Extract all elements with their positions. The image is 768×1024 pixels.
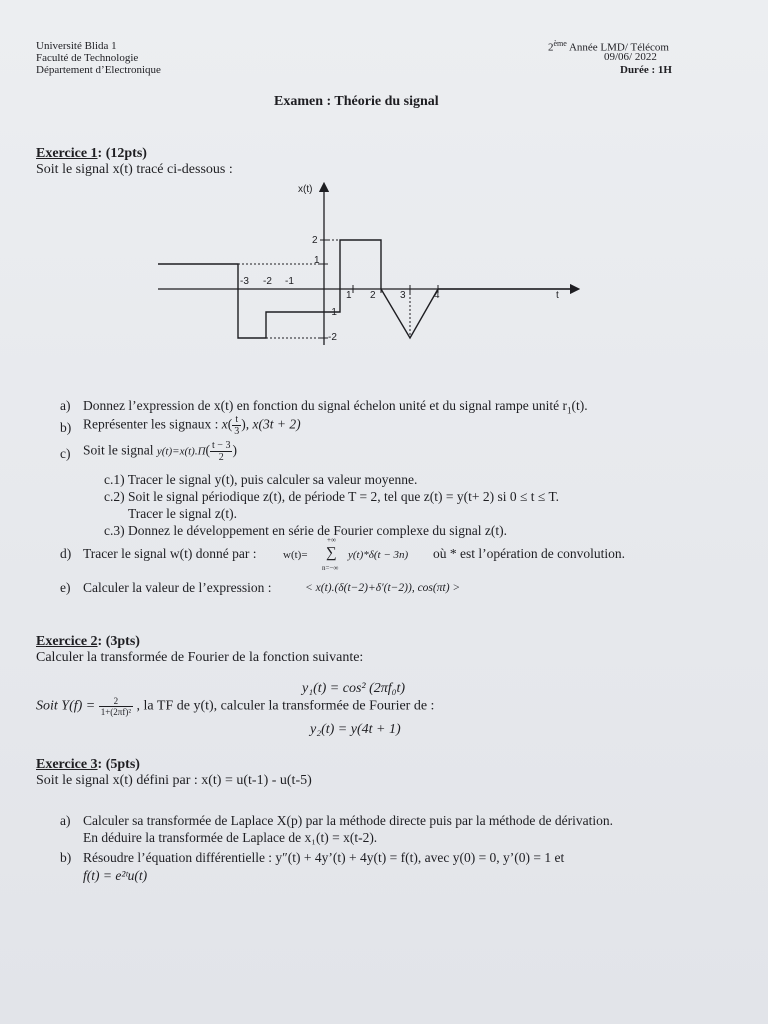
header-date: 09/06/ 2022 (604, 51, 657, 63)
ex2-intro: Calculer la transformée de Fourier de la fonction suivante: (36, 650, 364, 665)
ex2-y1: y₁(t) = cos² (2πf₀t) (302, 681, 406, 696)
xtick-neg1: -1 (285, 276, 294, 287)
header-faculty: Faculté de Technologie (36, 52, 139, 64)
ex1-intro: Soit le signal x(t) tracé ci-dessous : (36, 162, 233, 177)
ex1-label-c: c) (60, 446, 71, 461)
ex3-intro: Soit le signal x(t) défini par : x(t) = u(t-1) - u(t-5) (36, 773, 312, 788)
ex1-label-e: e) (60, 580, 71, 595)
ex1-heading: Exercice 1: (12pts) (36, 146, 147, 161)
page-title: Examen : Théorie du signal (274, 94, 439, 109)
ytick-neg2: -2 (328, 332, 337, 343)
ex3-label-b: b) (60, 850, 72, 865)
ex1-d-expr-left: w(t)= (283, 549, 308, 561)
ytick-1: 1 (314, 255, 320, 266)
xtick-4: 4 (434, 290, 440, 301)
ex1-question-c3: c.3) Donnez le développement en série de Fourier complexe du signal z(t). (104, 523, 507, 538)
xtick-neg2: -2 (263, 276, 272, 287)
ex1-question-a: Donnez l’expression de x(t) en fonction du signal échelon unité et du signal rampe unité $r_1(t)$. (83, 398, 588, 416)
ex3-label-a: a) (60, 813, 71, 828)
ex1-question-c2b: Tracer le signal z(t). (128, 506, 237, 521)
ex1-d-sum-bot: n=−∞ (322, 564, 339, 572)
ex1-d-end: où * est l’opération de convolution. (433, 546, 625, 561)
ex3-question-b: Résoudre l’équation différentielle : y″(t) + 4y’(t) + 4y(t) = f(t), avec y(0) = 0, y’(0) = 1 et (83, 850, 565, 865)
ex3-question-b2: f(t) = e²ᵗu(t) (83, 868, 148, 883)
ex3-question-a: Calculer sa transformée de Laplace X(p) par la méthode directe puis par la méthode de dérivation. (83, 813, 614, 828)
ex1-question-c2: c.2) Soit le signal périodique z(t), de période T = 2, tel que z(t) = y(t+ 2) si 0 ≤ t ≤ T. (104, 489, 560, 504)
ex1-e-expr: < x(t).(δ(t−2)+δ′(t−2)), cos(πt) > (305, 582, 461, 594)
ex1-label-b: b) (60, 420, 72, 435)
header-year: 2ème Année LMD/ Télécom (548, 39, 669, 54)
ex2-y2: y₂(t) = y(4t + 1) (310, 722, 401, 737)
xtick-neg3: -3 (240, 276, 249, 287)
ex1-d-sum-symbol: ∑ (326, 545, 337, 561)
ex1-d-sum-top: +∞ (327, 536, 336, 544)
ex1-question-d: Tracer le signal w(t) donné par : (83, 546, 257, 561)
ex1-question-e: Calculer la valeur de l’expression : (83, 580, 272, 595)
ex1-label-a: a) (60, 398, 71, 413)
ex1-question-c: Soit le signal y(t)=x(t).Π( $\frac{t - 3}{2}$ ) (83, 440, 237, 463)
header-department: Département d’Electronique (36, 64, 161, 76)
ex1-d-expr-right: y(t)*δ(t − 3n) (348, 549, 409, 561)
xtick-3: 3 (400, 290, 406, 301)
xtick-2: 2 (370, 290, 376, 301)
ex1-question-b: Représenter les signaux : x( $\frac{t}{3}$ ), x(3t + 2) (83, 414, 301, 437)
ytick-neg1: -1 (328, 307, 337, 318)
ex1-label-d: d) (60, 546, 72, 561)
ex3-heading: Exercice 3: (5pts) (36, 757, 140, 772)
signal-graph (150, 175, 580, 350)
ex1-question-c1: c.1) Tracer le signal y(t), puis calculer sa valeur moyenne. (104, 472, 418, 487)
ex2-heading: Exercice 2: (3pts) (36, 634, 140, 649)
ytick-2: 2 (312, 235, 318, 246)
ex3-question-a2: En déduire la transformée de Laplace de x₁(t) = x(t-2). (83, 830, 378, 845)
ex2-soit: Soit Y(f) = $\frac{2}{\text{1+(2πf)²}}$ , la TF de y(t), calculer la transformée de Fourier de : (36, 696, 435, 717)
xtick-1: 1 (346, 290, 352, 301)
graph-xlabel: t (556, 290, 559, 301)
graph-ylabel: x(t) (298, 184, 313, 195)
header-duration: Durée : 1H (620, 64, 672, 76)
header-university: Université Blida 1 (36, 40, 117, 52)
